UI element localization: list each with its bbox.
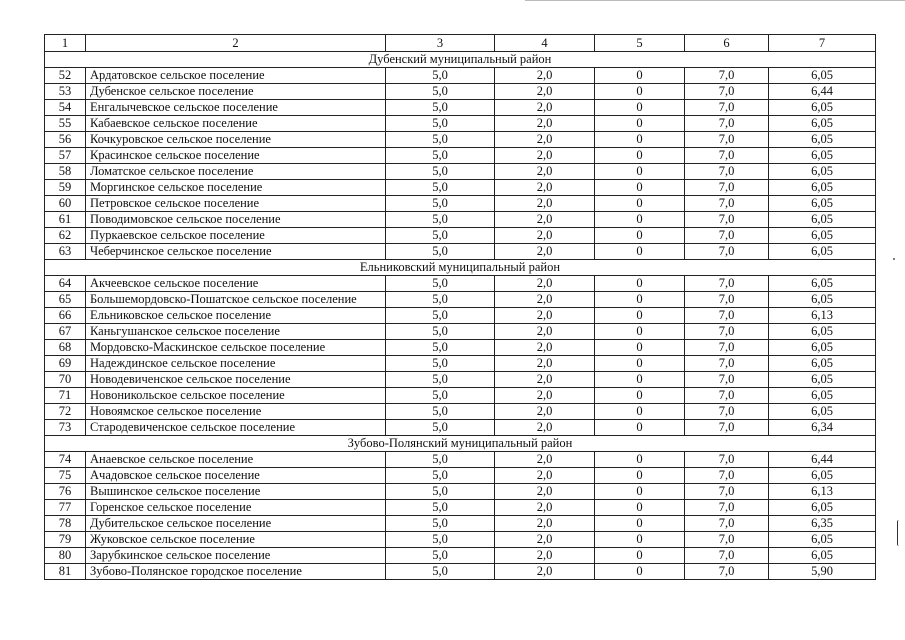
value-col-6: 7,0 (685, 68, 769, 84)
settlement-name: Вышинское сельское поселение (86, 484, 386, 500)
value-col-5: 0 (595, 180, 685, 196)
value-col-4: 2,0 (495, 484, 595, 500)
value-col-6: 7,0 (685, 180, 769, 196)
value-col-4: 2,0 (495, 116, 595, 132)
table-row (45, 228, 876, 244)
section-header-row (45, 260, 876, 276)
row-number: 56 (45, 132, 86, 148)
value-col-7: 6,05 (769, 68, 876, 84)
value-col-7: 6,44 (769, 84, 876, 100)
table-body (45, 52, 876, 580)
settlement-name: Мордовско-Маскинское сельское поселение (86, 340, 386, 356)
settlement-name: Жуковское сельское поселение (86, 532, 386, 548)
table-row (45, 84, 876, 100)
section-header-row (45, 436, 876, 452)
value-col-6: 7,0 (685, 196, 769, 212)
value-col-4: 2,0 (495, 532, 595, 548)
value-col-6: 7,0 (685, 532, 769, 548)
value-col-5: 0 (595, 276, 685, 292)
value-col-3: 5,0 (386, 372, 495, 388)
row-number: 68 (45, 340, 86, 356)
value-col-6: 7,0 (685, 116, 769, 132)
scan-artifact-edge (897, 520, 901, 546)
row-number: 65 (45, 292, 86, 308)
value-col-3: 5,0 (386, 468, 495, 484)
value-col-3: 5,0 (386, 564, 495, 580)
table-row (45, 548, 876, 564)
value-col-4: 2,0 (495, 564, 595, 580)
value-col-5: 0 (595, 468, 685, 484)
value-col-6: 7,0 (685, 244, 769, 260)
value-col-6: 7,0 (685, 340, 769, 356)
settlement-name: Горенское сельское поселение (86, 500, 386, 516)
value-col-3: 5,0 (386, 276, 495, 292)
table-row (45, 276, 876, 292)
column-header: 4 (495, 35, 595, 52)
value-col-7: 6,13 (769, 308, 876, 324)
table-row (45, 388, 876, 404)
settlement-name: Зарубкинское сельское поселение (86, 548, 386, 564)
settlement-name: Надеждинское сельское поселение (86, 356, 386, 372)
settlement-name: Кочкуровское сельское поселение (86, 132, 386, 148)
value-col-7: 6,05 (769, 212, 876, 228)
settlement-name: Стародевиченское сельское поселение (86, 420, 386, 436)
value-col-4: 2,0 (495, 292, 595, 308)
value-col-5: 0 (595, 356, 685, 372)
settlement-name: Новодевиченское сельское поселение (86, 372, 386, 388)
value-col-6: 7,0 (685, 308, 769, 324)
value-col-7: 6,05 (769, 404, 876, 420)
row-number: 67 (45, 324, 86, 340)
settlement-name: Акчеевское сельское поселение (86, 276, 386, 292)
table-row (45, 468, 876, 484)
value-col-7: 6,05 (769, 500, 876, 516)
table-row (45, 372, 876, 388)
settlement-name: Новоямское сельское поселение (86, 404, 386, 420)
value-col-7: 6,05 (769, 276, 876, 292)
value-col-7: 6,05 (769, 116, 876, 132)
value-col-7: 6,05 (769, 356, 876, 372)
value-col-5: 0 (595, 340, 685, 356)
value-col-3: 5,0 (386, 116, 495, 132)
value-col-3: 5,0 (386, 484, 495, 500)
value-col-6: 7,0 (685, 164, 769, 180)
value-col-3: 5,0 (386, 180, 495, 196)
value-col-3: 5,0 (386, 500, 495, 516)
row-number: 78 (45, 516, 86, 532)
table-row (45, 100, 876, 116)
table-row (45, 404, 876, 420)
value-col-4: 2,0 (495, 340, 595, 356)
value-col-5: 0 (595, 116, 685, 132)
settlement-name: Ачадовское сельское поселение (86, 468, 386, 484)
settlement-name: Енгалычевское сельское поселение (86, 100, 386, 116)
value-col-7: 6,05 (769, 292, 876, 308)
value-col-5: 0 (595, 420, 685, 436)
section-header-row (45, 52, 876, 68)
value-col-7: 6,05 (769, 196, 876, 212)
value-col-7: 6,35 (769, 516, 876, 532)
value-col-4: 2,0 (495, 212, 595, 228)
column-number-header (45, 35, 876, 52)
value-col-3: 5,0 (386, 68, 495, 84)
value-col-3: 5,0 (386, 532, 495, 548)
value-col-3: 5,0 (386, 516, 495, 532)
value-col-6: 7,0 (685, 292, 769, 308)
value-col-4: 2,0 (495, 100, 595, 116)
value-col-4: 2,0 (495, 68, 595, 84)
table-row (45, 324, 876, 340)
value-col-5: 0 (595, 532, 685, 548)
table-row (45, 68, 876, 84)
value-col-3: 5,0 (386, 244, 495, 260)
row-number: 79 (45, 532, 86, 548)
value-col-4: 2,0 (495, 372, 595, 388)
value-col-5: 0 (595, 148, 685, 164)
row-number: 71 (45, 388, 86, 404)
value-col-7: 6,05 (769, 340, 876, 356)
value-col-4: 2,0 (495, 356, 595, 372)
row-number: 69 (45, 356, 86, 372)
value-col-7: 6,05 (769, 372, 876, 388)
value-col-5: 0 (595, 228, 685, 244)
column-header: 1 (45, 35, 86, 52)
value-col-5: 0 (595, 212, 685, 228)
row-number: 57 (45, 148, 86, 164)
settlement-name: Большемордовско-Пошатское сельское поселение (86, 292, 386, 308)
table-row (45, 292, 876, 308)
scan-artifact-dot (893, 258, 895, 260)
value-col-3: 5,0 (386, 212, 495, 228)
value-col-5: 0 (595, 244, 685, 260)
value-col-3: 5,0 (386, 196, 495, 212)
table-row (45, 212, 876, 228)
row-number: 60 (45, 196, 86, 212)
value-col-5: 0 (595, 388, 685, 404)
row-number: 76 (45, 484, 86, 500)
value-col-6: 7,0 (685, 148, 769, 164)
settlement-name: Чеберчинское сельское поселение (86, 244, 386, 260)
settlement-name: Дубительское сельское поселение (86, 516, 386, 532)
row-number: 77 (45, 500, 86, 516)
value-col-5: 0 (595, 164, 685, 180)
settlement-name: Анаевское сельское поселение (86, 452, 386, 468)
value-col-6: 7,0 (685, 564, 769, 580)
settlement-name: Ельниковское сельское поселение (86, 308, 386, 324)
table-row (45, 356, 876, 372)
value-col-6: 7,0 (685, 452, 769, 468)
value-col-5: 0 (595, 548, 685, 564)
column-header: 7 (769, 35, 876, 52)
value-col-7: 6,44 (769, 452, 876, 468)
value-col-4: 2,0 (495, 196, 595, 212)
table-row (45, 196, 876, 212)
row-number: 59 (45, 180, 86, 196)
table-row (45, 116, 876, 132)
value-col-6: 7,0 (685, 324, 769, 340)
table-row (45, 484, 876, 500)
value-col-6: 7,0 (685, 132, 769, 148)
value-col-4: 2,0 (495, 244, 595, 260)
value-col-7: 6,05 (769, 132, 876, 148)
table-row (45, 148, 876, 164)
value-col-7: 6,13 (769, 484, 876, 500)
settlement-name: Пуркаевское сельское поселение (86, 228, 386, 244)
value-col-7: 6,05 (769, 228, 876, 244)
row-number: 58 (45, 164, 86, 180)
value-col-7: 6,05 (769, 548, 876, 564)
value-col-3: 5,0 (386, 340, 495, 356)
table-row (45, 516, 876, 532)
value-col-3: 5,0 (386, 356, 495, 372)
row-number: 52 (45, 68, 86, 84)
settlement-name: Каньгушанское сельское поселение (86, 324, 386, 340)
value-col-4: 2,0 (495, 452, 595, 468)
settlement-name: Поводимовское сельское поселение (86, 212, 386, 228)
value-col-5: 0 (595, 564, 685, 580)
value-col-7: 6,05 (769, 180, 876, 196)
value-col-3: 5,0 (386, 324, 495, 340)
row-number: 74 (45, 452, 86, 468)
value-col-3: 5,0 (386, 148, 495, 164)
column-header: 3 (386, 35, 495, 52)
value-col-3: 5,0 (386, 292, 495, 308)
value-col-4: 2,0 (495, 324, 595, 340)
value-col-5: 0 (595, 372, 685, 388)
value-col-5: 0 (595, 100, 685, 116)
value-col-3: 5,0 (386, 164, 495, 180)
value-col-5: 0 (595, 452, 685, 468)
settlement-name: Новоникольское сельское поселение (86, 388, 386, 404)
value-col-4: 2,0 (495, 228, 595, 244)
value-col-3: 5,0 (386, 84, 495, 100)
row-number: 63 (45, 244, 86, 260)
row-number: 62 (45, 228, 86, 244)
value-col-3: 5,0 (386, 452, 495, 468)
value-col-4: 2,0 (495, 548, 595, 564)
value-col-3: 5,0 (386, 388, 495, 404)
value-col-6: 7,0 (685, 404, 769, 420)
value-col-4: 2,0 (495, 420, 595, 436)
value-col-5: 0 (595, 516, 685, 532)
value-col-5: 0 (595, 132, 685, 148)
value-col-6: 7,0 (685, 84, 769, 100)
table-row (45, 180, 876, 196)
row-number: 80 (45, 548, 86, 564)
table-row (45, 500, 876, 516)
settlements-table (44, 34, 876, 580)
value-col-5: 0 (595, 484, 685, 500)
section-title: Зубово-Полянский муниципальный район (45, 436, 876, 452)
value-col-5: 0 (595, 68, 685, 84)
value-col-6: 7,0 (685, 548, 769, 564)
value-col-7: 6,05 (769, 148, 876, 164)
table-row (45, 340, 876, 356)
settlement-name: Зубово-Полянское городское поселение (86, 564, 386, 580)
value-col-3: 5,0 (386, 404, 495, 420)
value-col-4: 2,0 (495, 404, 595, 420)
value-col-4: 2,0 (495, 516, 595, 532)
value-col-5: 0 (595, 308, 685, 324)
column-header: 6 (685, 35, 769, 52)
section-title: Ельниковский муниципальный район (45, 260, 876, 276)
value-col-4: 2,0 (495, 276, 595, 292)
settlement-name: Красинское сельское поселение (86, 148, 386, 164)
value-col-4: 2,0 (495, 468, 595, 484)
value-col-6: 7,0 (685, 212, 769, 228)
row-number: 81 (45, 564, 86, 580)
value-col-3: 5,0 (386, 420, 495, 436)
value-col-4: 2,0 (495, 132, 595, 148)
value-col-4: 2,0 (495, 180, 595, 196)
row-number: 72 (45, 404, 86, 420)
row-number: 75 (45, 468, 86, 484)
row-number: 53 (45, 84, 86, 100)
row-number: 64 (45, 276, 86, 292)
value-col-7: 6,05 (769, 388, 876, 404)
row-number: 66 (45, 308, 86, 324)
column-header: 2 (86, 35, 386, 52)
value-col-5: 0 (595, 292, 685, 308)
table-row (45, 164, 876, 180)
value-col-6: 7,0 (685, 276, 769, 292)
value-col-7: 6,05 (769, 100, 876, 116)
scan-artifact-line (525, 0, 905, 1)
value-col-3: 5,0 (386, 132, 495, 148)
value-col-4: 2,0 (495, 164, 595, 180)
value-col-7: 6,34 (769, 420, 876, 436)
table-row (45, 564, 876, 580)
row-number: 54 (45, 100, 86, 116)
row-number: 55 (45, 116, 86, 132)
value-col-6: 7,0 (685, 372, 769, 388)
table-row (45, 132, 876, 148)
value-col-4: 2,0 (495, 308, 595, 324)
value-col-7: 6,05 (769, 532, 876, 548)
value-col-6: 7,0 (685, 356, 769, 372)
value-col-6: 7,0 (685, 228, 769, 244)
row-number: 73 (45, 420, 86, 436)
value-col-5: 0 (595, 324, 685, 340)
value-col-5: 0 (595, 404, 685, 420)
value-col-4: 2,0 (495, 148, 595, 164)
value-col-6: 7,0 (685, 516, 769, 532)
value-col-3: 5,0 (386, 228, 495, 244)
value-col-3: 5,0 (386, 100, 495, 116)
value-col-3: 5,0 (386, 308, 495, 324)
value-col-4: 2,0 (495, 388, 595, 404)
row-number: 61 (45, 212, 86, 228)
value-col-7: 6,05 (769, 324, 876, 340)
value-col-7: 6,05 (769, 468, 876, 484)
row-number: 70 (45, 372, 86, 388)
value-col-5: 0 (595, 500, 685, 516)
value-col-6: 7,0 (685, 484, 769, 500)
settlement-name: Ардатовское сельское поселение (86, 68, 386, 84)
settlement-name: Ломатское сельское поселение (86, 164, 386, 180)
table-row (45, 308, 876, 324)
value-col-6: 7,0 (685, 500, 769, 516)
table-row (45, 420, 876, 436)
value-col-4: 2,0 (495, 84, 595, 100)
value-col-4: 2,0 (495, 500, 595, 516)
value-col-5: 0 (595, 84, 685, 100)
value-col-7: 6,05 (769, 244, 876, 260)
column-header: 5 (595, 35, 685, 52)
value-col-6: 7,0 (685, 100, 769, 116)
settlement-name: Моргинское сельское поселение (86, 180, 386, 196)
settlement-name: Дубенское сельское поселение (86, 84, 386, 100)
table-row (45, 532, 876, 548)
value-col-7: 5,90 (769, 564, 876, 580)
value-col-6: 7,0 (685, 420, 769, 436)
settlement-name: Петровское сельское поселение (86, 196, 386, 212)
settlement-name: Кабаевское сельское поселение (86, 116, 386, 132)
value-col-5: 0 (595, 196, 685, 212)
section-title: Дубенский муниципальный район (45, 52, 876, 68)
value-col-6: 7,0 (685, 468, 769, 484)
value-col-3: 5,0 (386, 548, 495, 564)
value-col-7: 6,05 (769, 164, 876, 180)
table-row (45, 452, 876, 468)
table-row (45, 244, 876, 260)
value-col-6: 7,0 (685, 388, 769, 404)
